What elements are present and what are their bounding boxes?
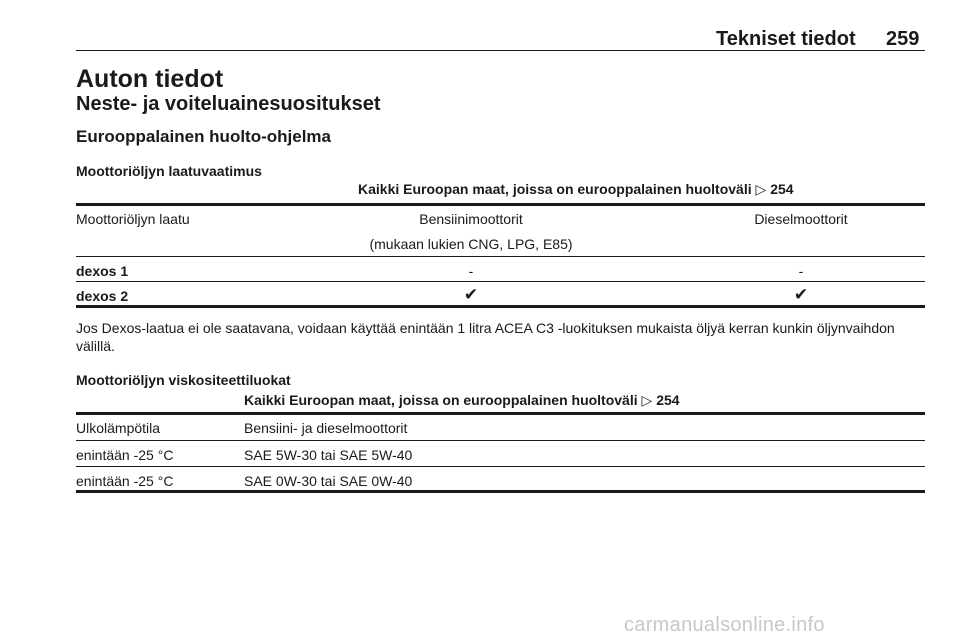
arrow-ref-icon: ▷ xyxy=(641,392,653,408)
row-value-dexos1-petrol: - xyxy=(468,263,474,279)
table-cell-grade-1: SAE 5W-30 tai SAE 5W-40 xyxy=(244,447,413,463)
arrow-ref-icon: ▷ xyxy=(755,181,767,197)
section-heading: Neste- ja voiteluainesuositukset xyxy=(76,93,381,115)
header-row-rule xyxy=(76,256,925,257)
table-cell-temp-2: enintään -25 °C xyxy=(76,473,174,489)
section-title: Tekniset tiedot xyxy=(716,28,856,50)
row-rule-1 xyxy=(76,466,925,467)
note-paragraph: Jos Dexos-laatua ei ole saatavana, voidaan käyttää enintään 1 litra ACEA C3 -luokituksen mukaista öljyä kerran kunkin öljynvaihdon välillä. xyxy=(76,320,895,354)
viscosity-heading: Moottoriöljyn viskositeettiluokat xyxy=(76,372,291,388)
row-label-dexos1: dexos 1 xyxy=(76,263,129,279)
quality-table-bottom-rule xyxy=(76,305,925,308)
viscosity-table-top-rule xyxy=(76,412,925,415)
table-cell-temp-1: enintään -25 °C xyxy=(76,447,174,463)
header-temperature: Ulkolämpötila xyxy=(76,420,161,436)
caption-text: Kaikki Euroopan maat, joissa on eurooppalainen huoltoväli xyxy=(358,181,752,197)
row-label-dexos2: dexos 2 xyxy=(76,288,129,304)
header-quality: Moottoriöljyn laatu xyxy=(76,211,190,227)
viscosity-table-bottom-rule xyxy=(76,490,925,493)
header-engines: Bensiini- ja dieselmoottorit xyxy=(244,420,408,436)
header-petrol: Bensiinimoottorit xyxy=(419,211,523,227)
header-petrol-sub: (mukaan lukien CNG, LPG, E85) xyxy=(369,236,573,252)
check-icon: ✔ xyxy=(463,285,479,304)
page-heading: Auton tiedot xyxy=(76,65,224,93)
caption-ref: 254 xyxy=(770,181,794,197)
table-cell-grade-2: SAE 0W-30 tai SAE 0W-40 xyxy=(244,473,413,489)
row-rule-1 xyxy=(76,281,925,282)
header-row-rule xyxy=(76,440,925,441)
page-number: 259 xyxy=(886,28,920,50)
quality-table-caption xyxy=(358,181,794,198)
header-divider xyxy=(76,50,925,51)
viscosity-table-caption xyxy=(244,392,680,409)
caption-text: Kaikki Euroopan maat, joissa on eurooppalainen huoltoväli xyxy=(244,392,638,408)
header-diesel: Dieselmoottorit xyxy=(754,211,848,227)
watermark: carmanualsonline.info xyxy=(624,614,825,636)
caption-ref: 254 xyxy=(656,392,680,408)
row-value-dexos1-diesel: - xyxy=(798,263,804,279)
subsection-heading: Eurooppalainen huolto-ohjelma xyxy=(76,127,331,146)
quality-heading: Moottoriöljyn laatuvaatimus xyxy=(76,163,262,179)
quality-table-top-rule xyxy=(76,203,925,206)
check-icon: ✔ xyxy=(793,285,809,304)
